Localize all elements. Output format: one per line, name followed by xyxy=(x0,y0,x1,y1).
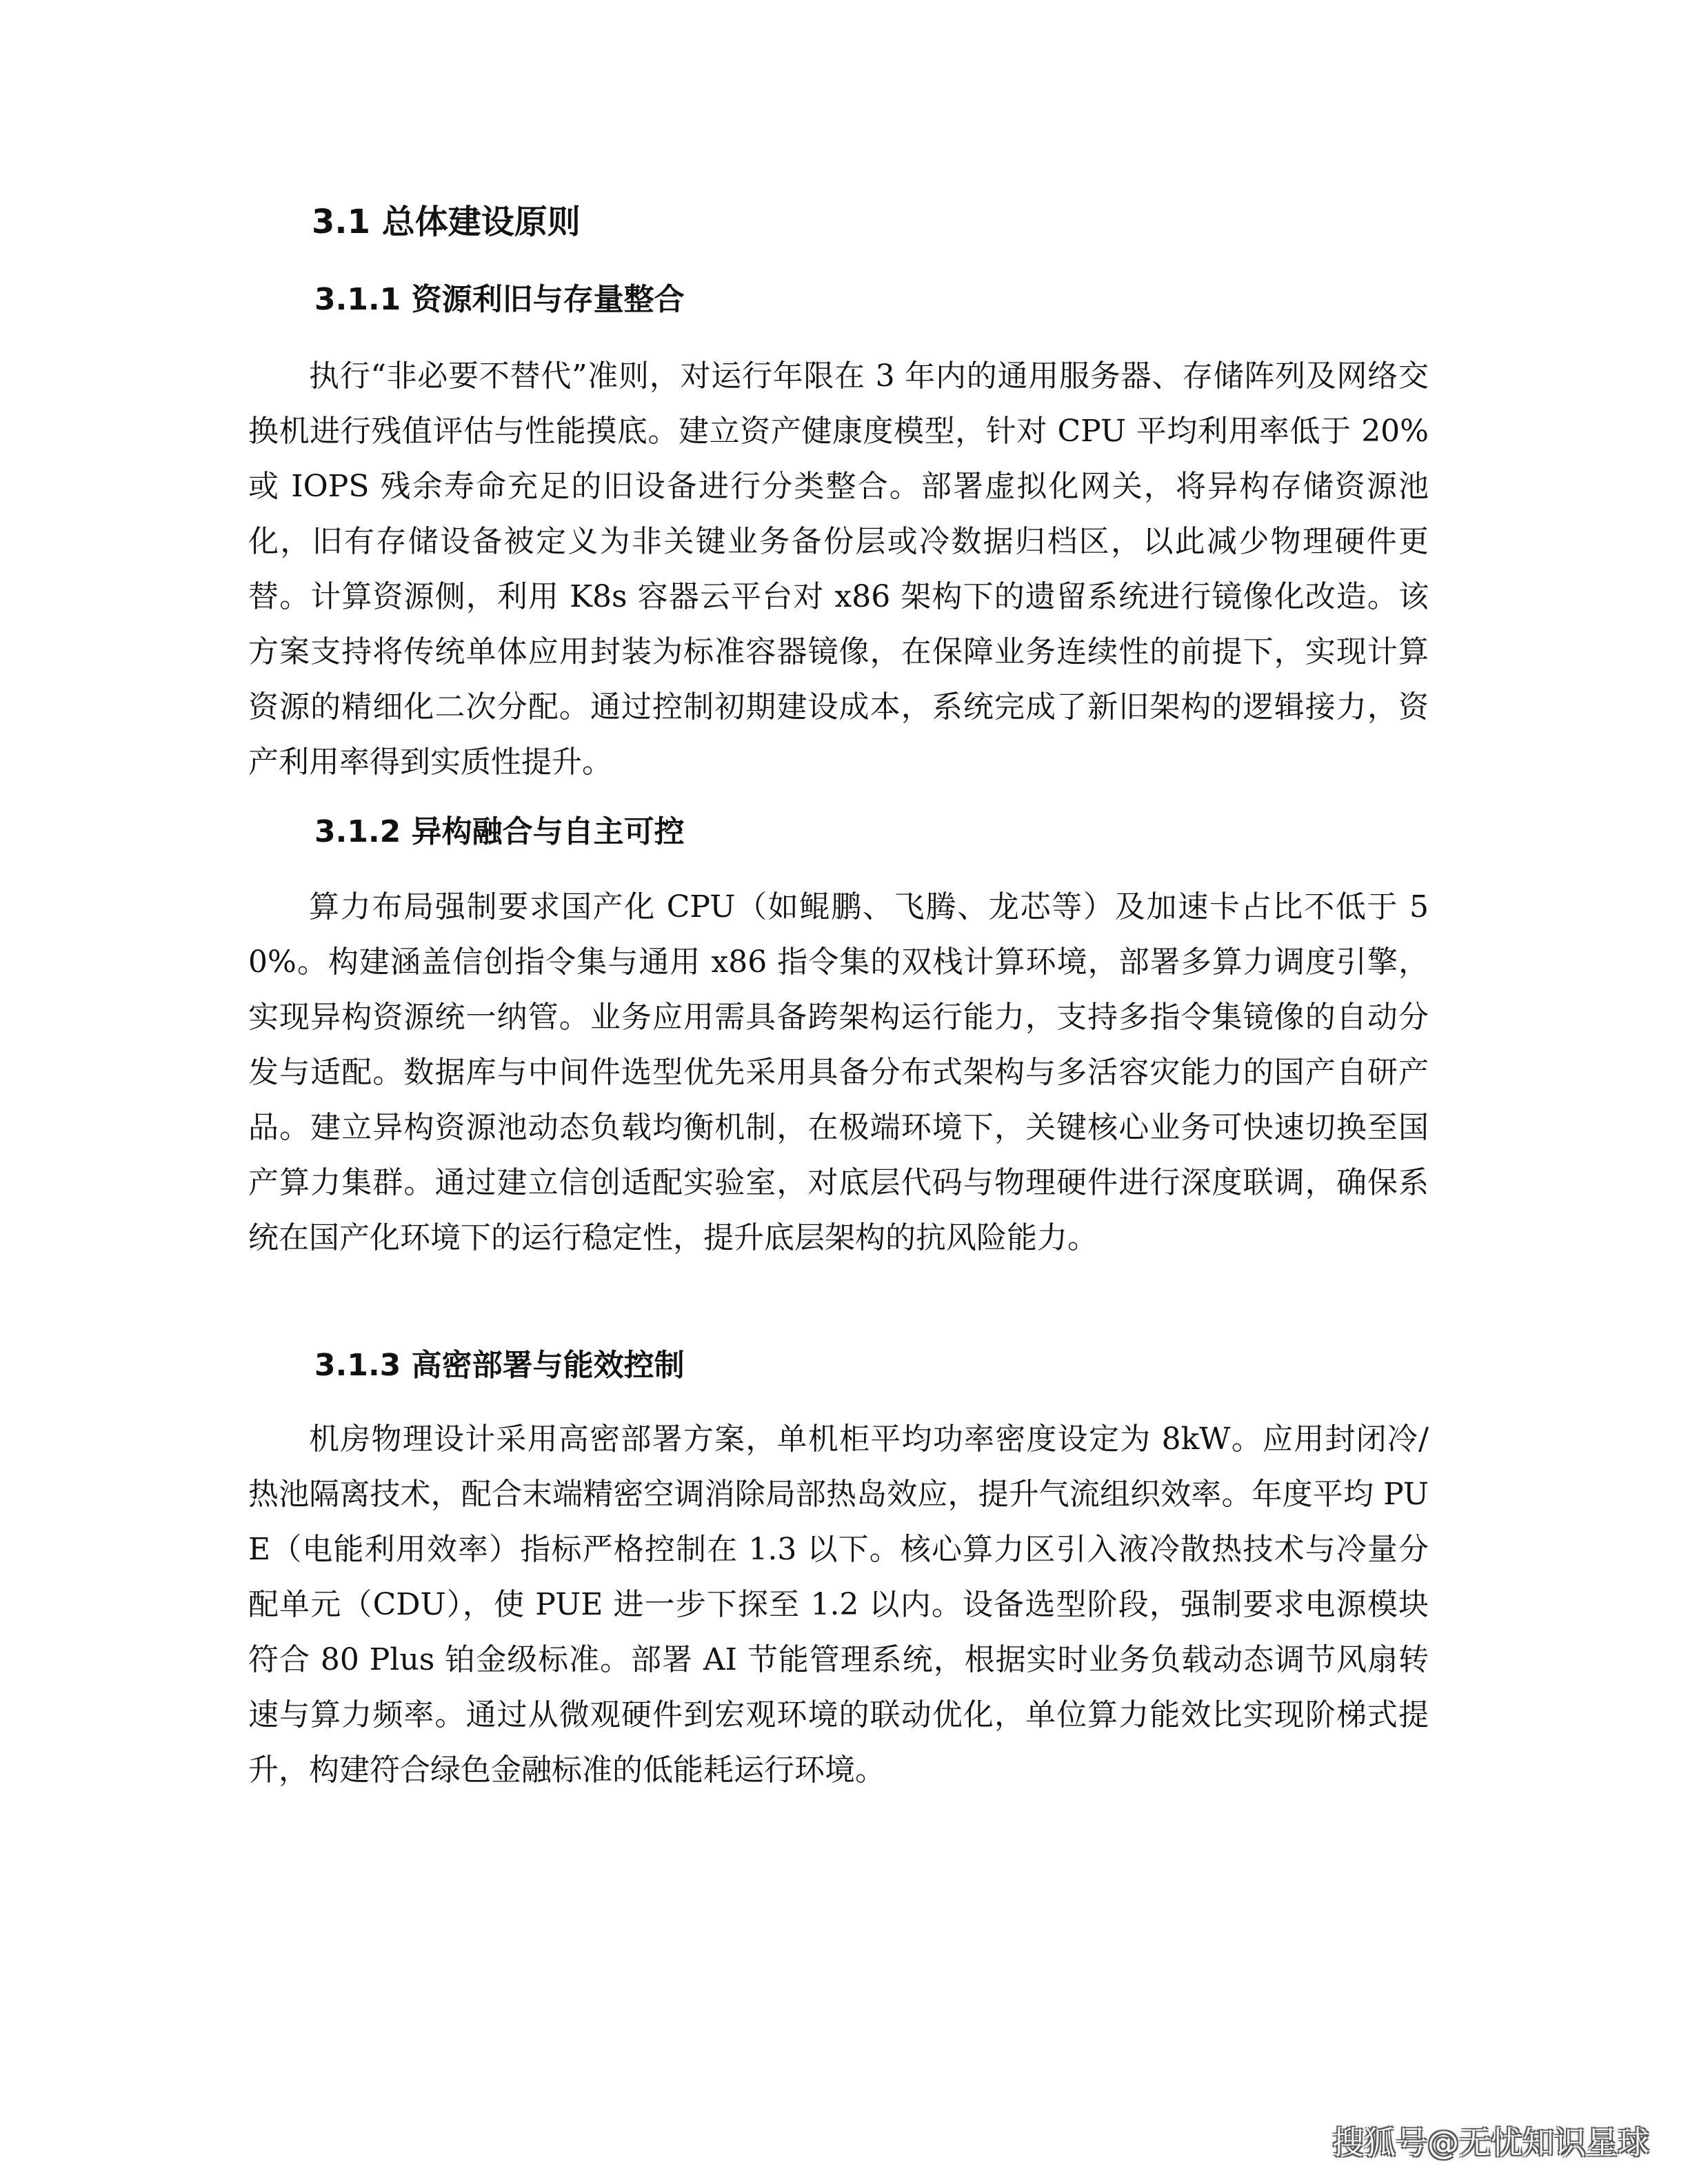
subsection-body-3-1-1: 执行“非必要不替代”准则，对运行年限在 3 年内的通用服务器、存储阵列及网络交换机进行残值评估与性能摸底。建立资产健康度模型，针对 CPU 平均利用率低于 20%或 IOPS 残余寿命充足的旧设备进行分类整合。部署虚拟化网关，将异构存储资源池化，旧有存储设备被定义为非关键业务备份层或冷数据归档区，以此减少物理硬件更替。计算资源侧，利用 K8s 容器云平台对 x86 架构下的遗留系统进行镜像化改造。该方案支持将传统单体应用封装为标准容器镜像，在保障业务连续性的前提下，实现计算资源的精细化二次分配。通过控制初期建设成本，系统完成了新旧架构的逻辑接力，资产利用率得到实质性提升。 xyxy=(248,358,1429,780)
source-watermark: 搜狐号@无忧知识星球 xyxy=(1332,2124,1649,2161)
subsection-heading-3-1-3: 3.1.3 高密部署与能效控制 xyxy=(314,1348,685,1383)
subsection-heading-3-1-1: 3.1.1 资源利旧与存量整合 xyxy=(314,282,685,317)
subsection-body-3-1-3: 机房物理设计采用高密部署方案，单机柜平均功率密度设定为 8kW。应用封闭冷/热池隔离技术，配合末端精密空调消除局部热岛效应，提升气流组织效率。年度平均 PUE（电能利用效率）指标严格控制在 1.3 以下。核心算力区引入液冷散热技术与冷量分配单元（CDU），使 PUE 进一步下探至 1.2 以内。设备选型阶段，强制要求电源模块符合 80 Plus 铂金级标准。部署 AI 节能管理系统，根据实时业务负载动态调节风扇转速与算力频率。通过从微观硬件到宏观环境的联动优化，单位算力能效比实现阶梯式提升，构建符合绿色金融标准的低能耗运行环境。 xyxy=(248,1422,1429,1788)
subsection-body-3-1-2: 算力布局强制要求国产化 CPU（如鲲鹏、飞腾、龙芯等）及加速卡占比不低于 50%。构建涵盖信创指令集与通用 x86 指令集的双栈计算环境，部署多算力调度引擎，实现异构资源统一纳管。业务应用需具备跨架构运行能力，支持多指令集镜像的自动分发与适配。数据库与中间件选型优先采用具备分布式架构与多活容灾能力的国产自研产品。建立异构资源池动态负载均衡机制，在极端环境下，关键核心业务可快速切换至国产算力集群。通过建立信创适配实验室，对底层代码与物理硬件进行深度联调，确保系统在国产化环境下的运行稳定性，提升底层架构的抗风险能力。 xyxy=(248,889,1429,1255)
section-title: 3.1 总体建设原则 xyxy=(312,203,581,241)
subsection-heading-3-1-2: 3.1.2 异构融合与自主可控 xyxy=(314,814,685,849)
